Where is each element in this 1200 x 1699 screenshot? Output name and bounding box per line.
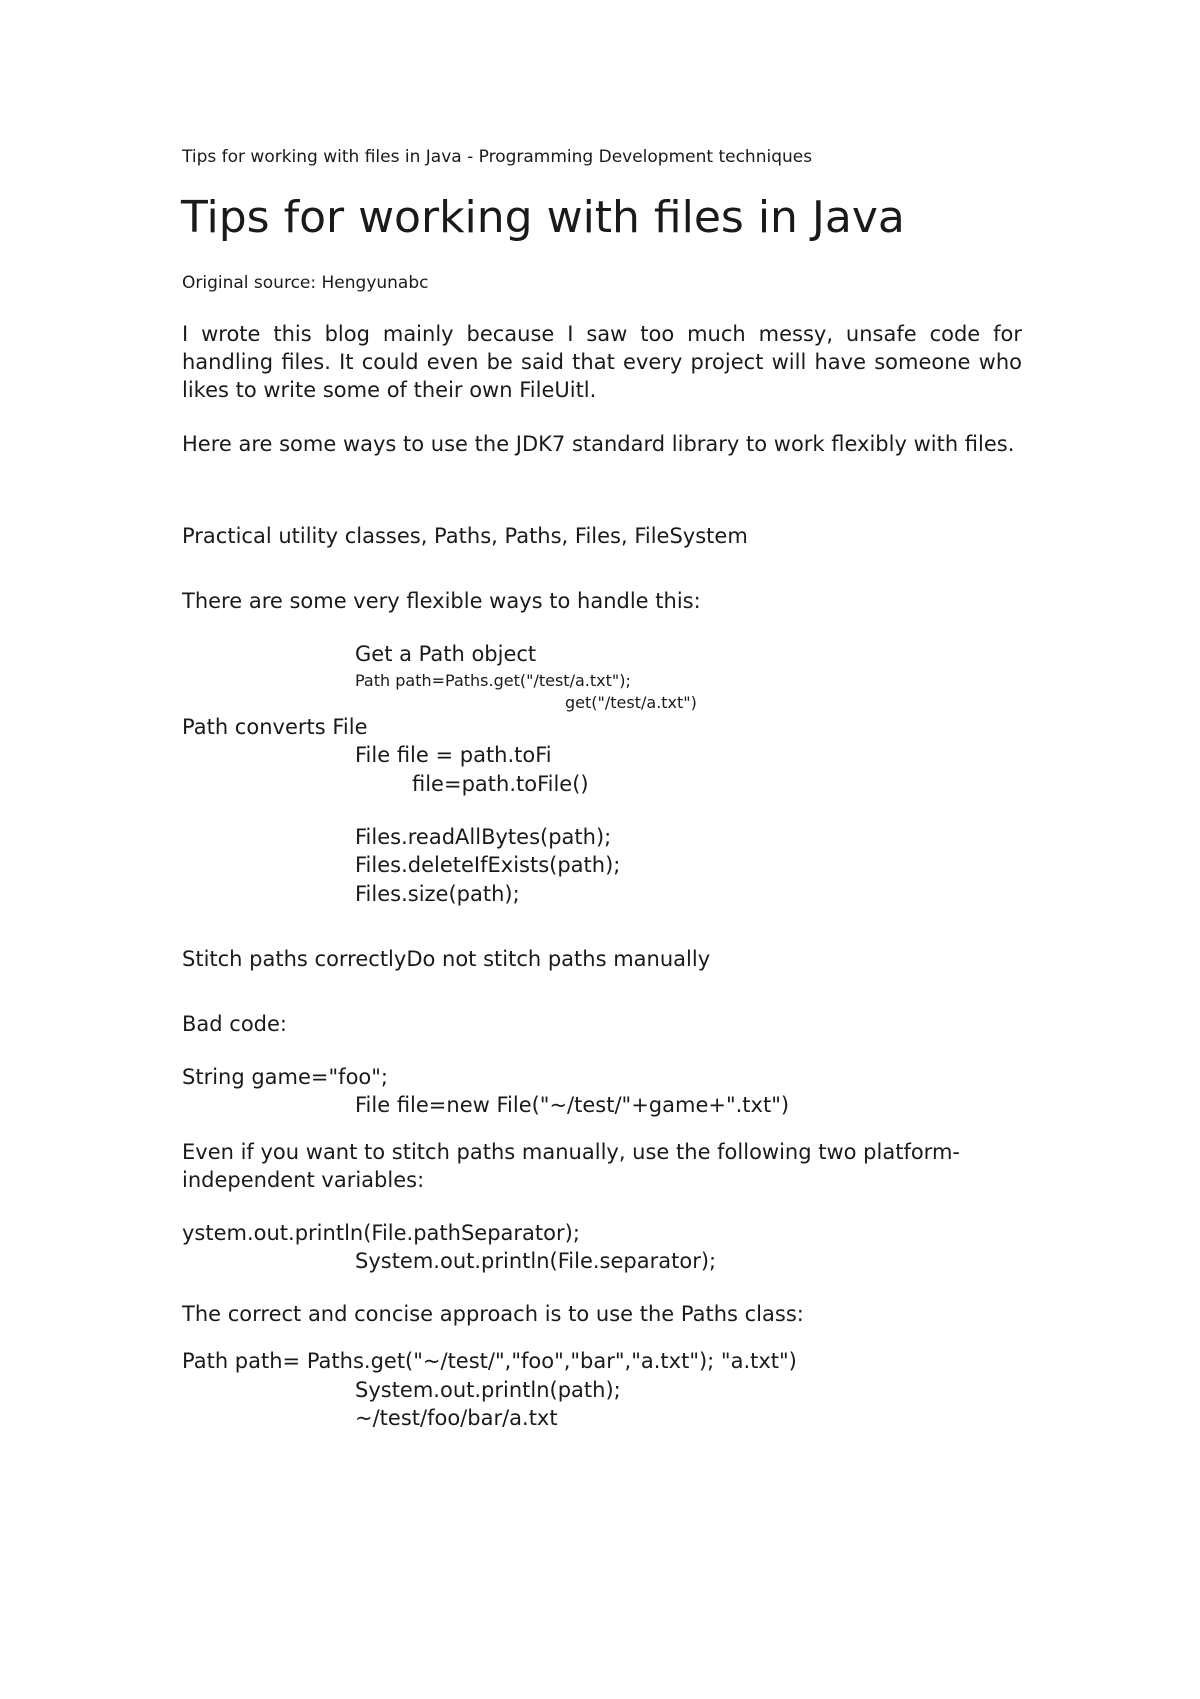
- get-path-code-2: get("/test/a.txt"): [565, 693, 697, 712]
- intro-paragraph: I wrote this blog mainly because I saw too much messy, unsafe code for handling files. It could even be said that every project will have someone who likes to write some of their own FileUitl.: [182, 322, 1022, 402]
- paths-code-2: System.out.println(path);: [355, 1378, 621, 1402]
- utility-classes-line: Practical utility classes, Paths, Paths, Files, FileSystem: [182, 524, 748, 548]
- separator-code-2: System.out.println(File.separator);: [355, 1249, 717, 1273]
- file-code-2: file=path.toFile(): [412, 772, 589, 796]
- files-size-line: Files.size(path);: [355, 882, 520, 906]
- file-code-1: File file = path.toFi: [355, 743, 552, 767]
- correct-approach-line: The correct and concise approach is to use the Paths class:: [182, 1302, 804, 1326]
- bad-code-line-2: File file=new File("~/test/"+game+".txt"): [355, 1093, 790, 1117]
- page-title: Tips for working with files in Java: [181, 192, 905, 243]
- source-line: Original source: Hengyunabc: [182, 273, 429, 293]
- flexible-ways-line: There are some very flexible ways to handle this:: [182, 589, 701, 613]
- bad-code-label: Bad code:: [182, 1012, 287, 1036]
- paths-code-3: ~/test/foo/bar/a.txt: [355, 1406, 558, 1430]
- jdk7-paragraph: Here are some ways to use the JDK7 standard library to work flexibly with files.: [182, 432, 1015, 456]
- stitch-heading: Stitch paths correctlyDo not stitch paths manually: [182, 947, 711, 971]
- bad-code-line-1: String game="foo";: [182, 1065, 389, 1089]
- platform-note-line-2: independent variables:: [182, 1168, 425, 1192]
- separator-code-1: ystem.out.println(File.pathSeparator);: [182, 1221, 580, 1245]
- running-header: Tips for working with files in Java - Programming Development techniques: [182, 147, 813, 167]
- platform-note-line-1: Even if you want to stitch paths manually, use the following two platform-: [182, 1140, 960, 1164]
- files-read-line: Files.readAllBytes(path);: [355, 825, 612, 849]
- get-path-code: Path path=Paths.get("/test/a.txt");: [355, 671, 631, 690]
- files-delete-line: Files.deleteIfExists(path);: [355, 853, 621, 877]
- path-converts-line: Path converts File: [182, 715, 368, 739]
- paths-code-1: Path path= Paths.get("~/test/","foo","bar","a.txt"); "a.txt"): [182, 1349, 797, 1373]
- get-path-heading: Get a Path object: [355, 642, 537, 666]
